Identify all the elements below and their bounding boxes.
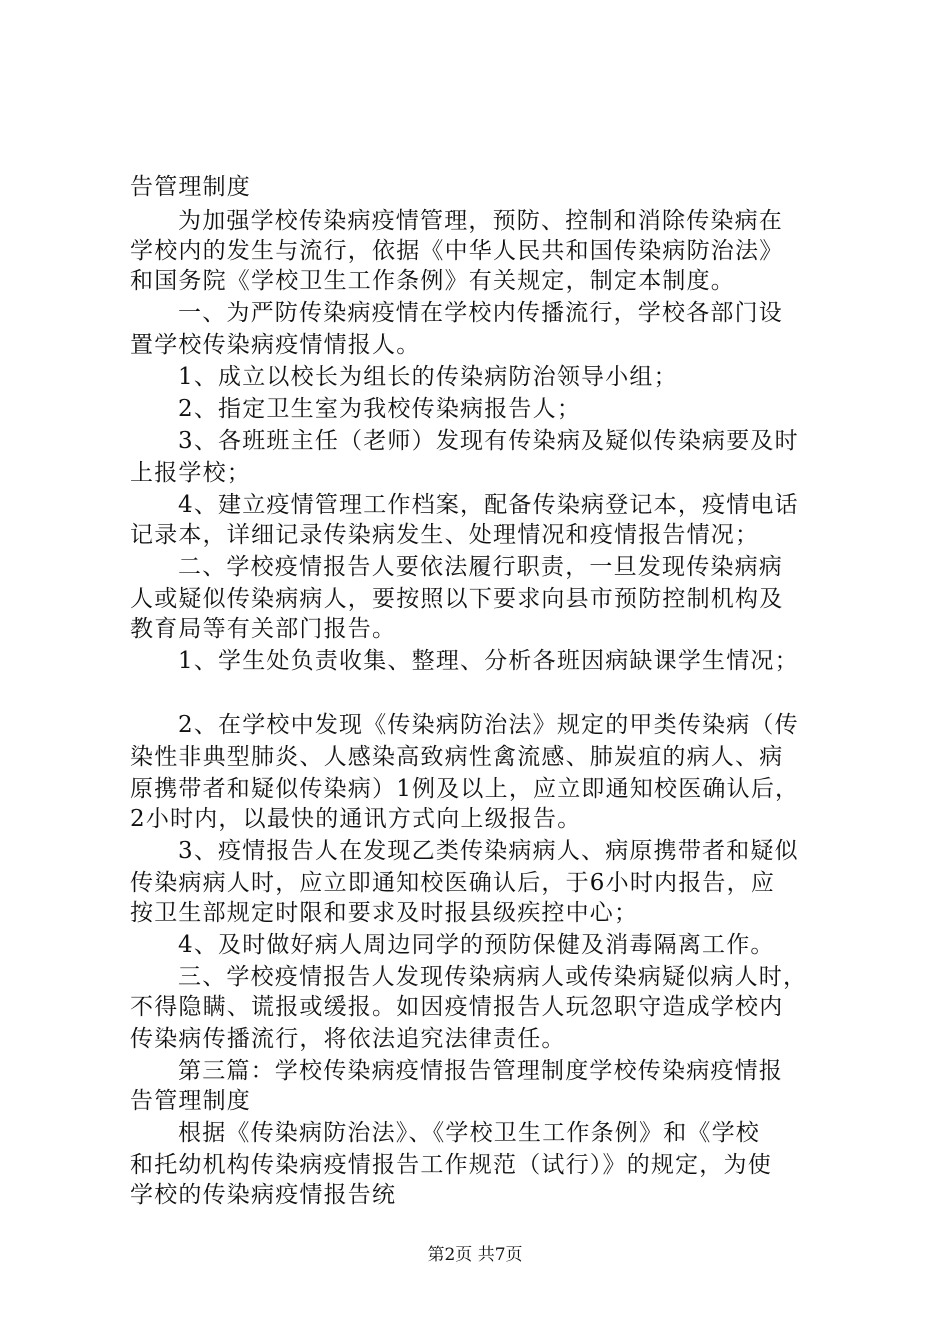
text-line: 染性非典型肺炎、人感染高致病性禽流感、肺炭疽的病人、病 [130, 744, 784, 770]
text-line: 传染病病人时，应立即通知校医确认后，于6小时内报告，应 [130, 870, 776, 896]
text-line: 二、学校疫情报告人要依法履行职责，一旦发现传染病病 [178, 554, 783, 580]
text-line: 三、学校疫情报告人发现传染病病人或传染病疑似病人时， [178, 964, 808, 990]
text-line: 为加强学校传染病疫情管理，预防、控制和消除传染病在 [178, 208, 783, 234]
text-line: 2小时内，以最快的通讯方式向上级报告。 [130, 806, 582, 832]
page-number-footer: 第2页 共7页 [427, 1245, 523, 1265]
text-line: 2、指定卫生室为我校传染病报告人； [178, 396, 582, 422]
text-line: 1、成立以校长为组长的传染病防治领导小组； [178, 364, 678, 390]
text-line: 3、各班班主任（老师）发现有传染病及疑似传染病要及时 [178, 428, 799, 454]
text-line: 按卫生部规定时限和要求及时报县级疾控中心； [130, 900, 639, 926]
text-line: 教育局等有关部门报告。 [130, 616, 397, 642]
text-line: 置学校传染病疫情情报人。 [130, 332, 421, 358]
text-line: 人或疑似传染病病人，要按照以下要求向县市预防控制机构及 [130, 586, 784, 612]
text-line: 和托幼机构传染病疫情报告工作规范（试行）》的规定，为使 [130, 1152, 772, 1178]
text-line: 传染病传播流行，将依法追究法律责任。 [130, 1026, 566, 1052]
text-line: 4、建立疫情管理工作档案，配备传染病登记本，疫情电话 [178, 492, 799, 518]
text-line: 上报学校； [130, 460, 251, 486]
text-line: 原携带者和疑似传染病）1例及以上，应立即通知校医确认后， [130, 776, 800, 802]
text-line: 和国务院《学校卫生工作条例》有关规定，制定本制度。 [130, 268, 735, 294]
text-line: 不得隐瞒、谎报或缓报。如因疫情报告人玩忽职守造成学校内 [130, 994, 784, 1020]
text-line: 学校的传染病疫情报告统 [130, 1182, 397, 1208]
text-line: 根据《传染病防治法》、《学校卫生工作条例》和《学校 [178, 1120, 760, 1146]
text-line: 3、疫情报告人在发现乙类传染病病人、病原携带者和疑似 [178, 838, 799, 864]
text-line: 第三篇：学校传染病疫情报告管理制度学校传染病疫情报 [178, 1058, 783, 1084]
text-line: 记录本，详细记录传染病发生、处理情况和疫情报告情况； [130, 522, 760, 548]
text-line: 1、学生处负责收集、整理、分析各班因病缺课学生情况； [178, 648, 799, 674]
text-line: 一、为严防传染病疫情在学校内传播流行，学校各部门设 [178, 300, 783, 326]
text-line: 4、及时做好病人周边同学的预防保健及消毒隔离工作。 [178, 932, 775, 958]
text-line: 2、在学校中发现《传染病防治法》规定的甲类传染病（传 [178, 712, 799, 738]
text-line: 学校内的发生与流行，依据《中华人民共和国传染病防治法》 [130, 238, 784, 264]
text-line: 告管理制度 [130, 174, 251, 200]
text-line: 告管理制度 [130, 1088, 251, 1114]
